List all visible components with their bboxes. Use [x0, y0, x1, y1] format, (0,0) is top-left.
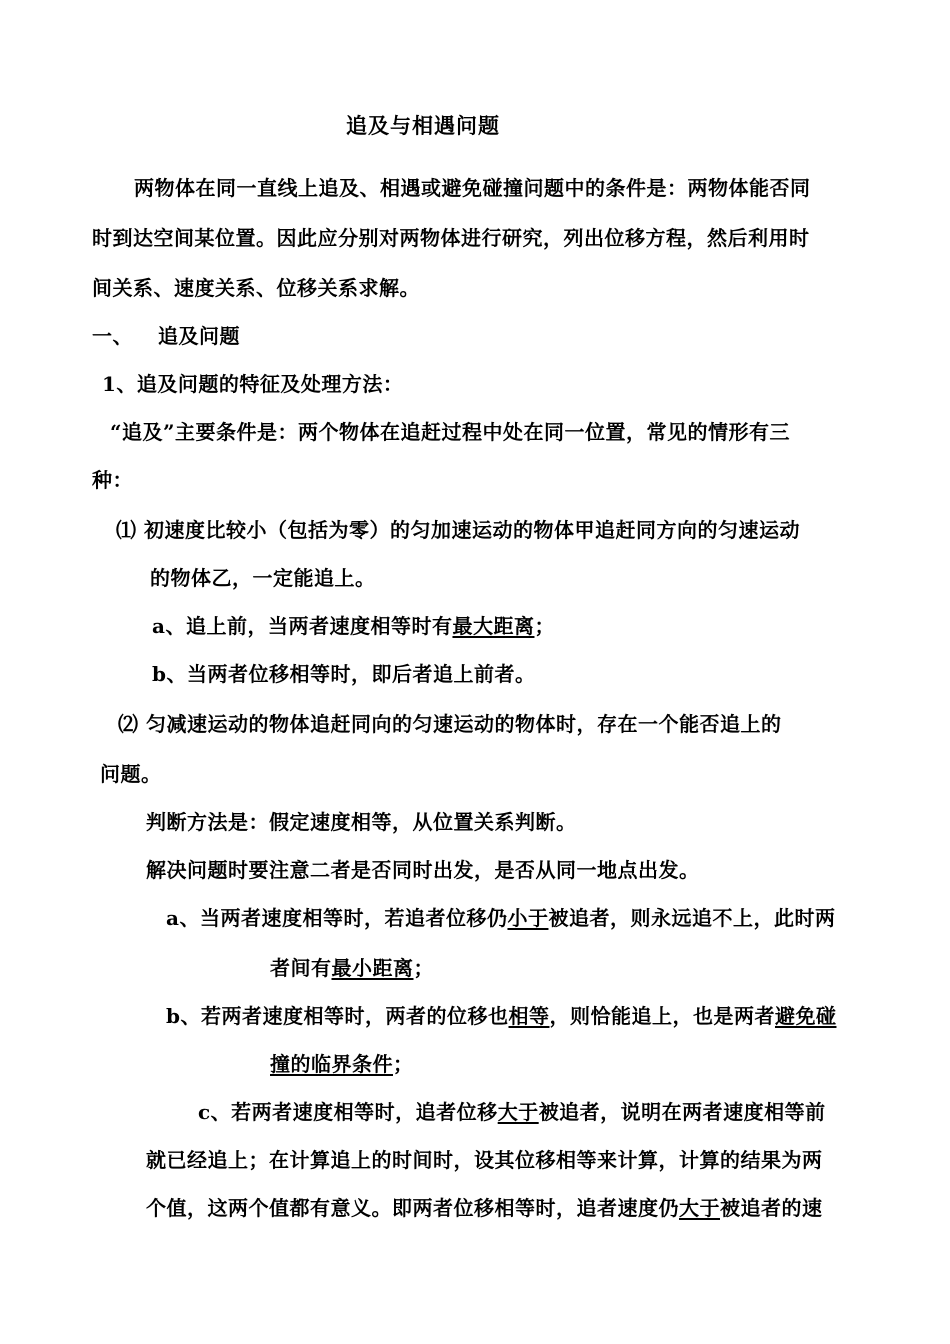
case2-item-a-underline-2: 最小距离: [331, 956, 414, 980]
case2-item-b-text-2: ，则恰能追上，也是两者: [549, 1004, 775, 1028]
case1-item-a-underline: 最大距离: [452, 614, 535, 638]
case2-item-b-underline-1: 相等: [508, 1004, 550, 1028]
case2-item-a-text-2: 被追者，则永远追不上，此时两: [548, 906, 836, 930]
case2-item-a-underline-1: 小于: [507, 906, 549, 930]
case2-item-c-underline-2: 大于: [679, 1196, 720, 1220]
case1-item-b: b、当两者位移相等时，即后者追上前者。: [152, 662, 536, 686]
section-number: 一、: [92, 324, 133, 348]
case2-item-c-line-3: [146, 1194, 823, 1222]
section-heading: 追及问题: [158, 324, 240, 348]
case2-item-b-line-2: [270, 1050, 414, 1078]
case1-line-2: 的物体乙，一定能追上。: [150, 566, 376, 590]
case2-item-b-text: b、若两者速度相等时，两者的位移也: [166, 1004, 509, 1028]
condition-line-2: 种：: [92, 468, 133, 492]
page-title: 追及与相遇问题: [346, 113, 500, 138]
case2-item-c: [198, 1098, 826, 1126]
case2-item-c-underline-1: 大于: [497, 1100, 539, 1124]
case2-item-c-text-2: 被追者，说明在两者速度相等前: [538, 1100, 826, 1124]
intro-line-2: 时到达空间某位置。因此应分别对两物体进行研究，列出位移方程，然后利用时: [92, 226, 810, 250]
case2-item-c-text: c、若两者速度相等时，追者位移: [198, 1100, 498, 1124]
intro-line-1: 两物体在同一直线上追及、相遇或避免碰撞问题中的条件是：两物体能否同: [134, 176, 811, 200]
case2-item-a-line2-text: 者间有: [270, 956, 332, 980]
case2-line-1: ⑵ 匀减速运动的物体追赶同向的匀速运动的物体时，存在一个能否追上的: [118, 712, 782, 736]
condition-line-1: “追及”主要条件是：两个物体在追赶过程中处在同一位置，常见的情形有三: [110, 420, 791, 444]
intro-line-3: 间关系、速度关系、位移关系求解。: [92, 276, 420, 300]
case1-item-a: [152, 612, 555, 640]
case2-item-c-line3-end: 被追者的速: [720, 1196, 823, 1220]
case1-item-a-end: ；: [534, 614, 555, 638]
case1-line-1: ⑴ 初速度比较小（包括为零）的匀加速运动的物体甲追赶同方向的匀速运动: [116, 518, 800, 542]
case2-item-c-line-2: 就已经追上；在计算追上的时间时，设其位移相等来计算，计算的结果为两: [146, 1148, 823, 1172]
case2-method: 判断方法是：假定速度相等，从位置关系判断。: [146, 810, 577, 834]
case2-item-a: [166, 904, 835, 932]
case2-item-b: [166, 1002, 836, 1030]
case2-item-c-line3-text: 个值，这两个值都有意义。即两者位移相等时，追者速度仍: [146, 1196, 679, 1220]
case2-item-b-line2-end: ；: [393, 1052, 414, 1076]
case2-item-b-underline-2: 避免碰: [774, 1004, 837, 1028]
case1-item-a-text: a、追上前，当两者速度相等时有: [152, 614, 453, 638]
subsection-heading: 1、追及问题的特征及处理方法：: [102, 372, 404, 396]
case2-item-a-text: a、当两者速度相等时，若追者位移仍: [166, 906, 508, 930]
case2-item-a-line2-end: ；: [413, 956, 434, 980]
case2-item-b-underline-3: 撞的临界条件: [270, 1052, 393, 1076]
case2-note: 解决问题时要注意二者是否同时出发，是否从同一地点出发。: [146, 858, 700, 882]
case2-item-a-line-2: [270, 954, 434, 982]
case2-line-2: 问题。: [100, 762, 162, 786]
